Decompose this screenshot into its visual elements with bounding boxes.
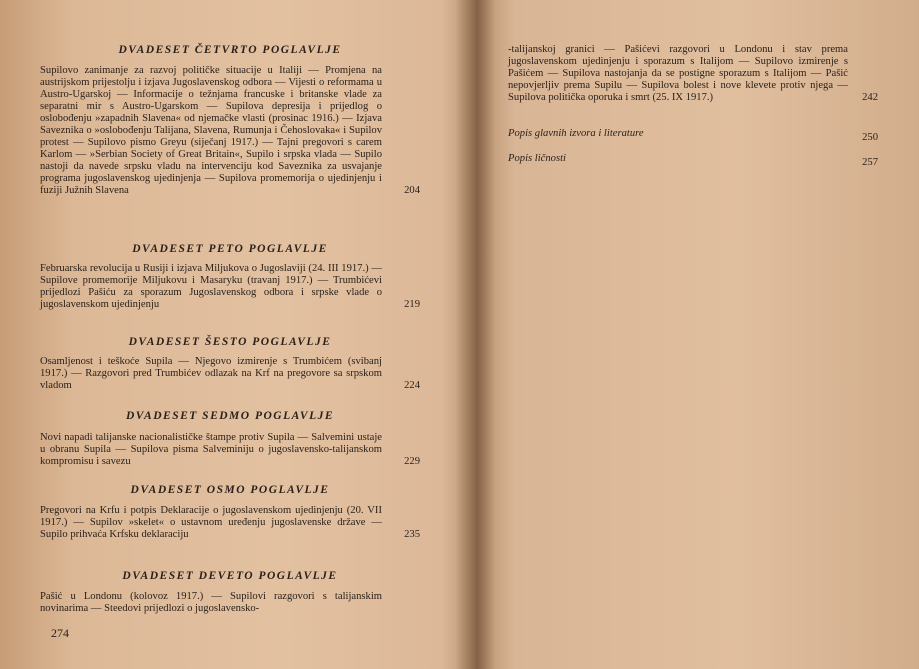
chapter-summary [40,432,420,468]
chapter-summary-text: Osamljenost i teškoće Supila — Njegovo izmirenje s Trumbićem (svibanj 1917.) — Razgovori pred Trumbićev odlazak na Krf na pregovore sa srpskom vladom [40,356,382,391]
left-page [40,0,420,669]
toc-entry-page: 250 [862,132,878,143]
chapter-24 [40,44,420,197]
chapter-29-continuation [508,44,878,104]
chapter-title: DVADESET ŠESTO POGLAVLJE [128,336,332,348]
chapter-27 [40,410,420,468]
chapter-summary [40,356,420,392]
chapter-title: DVADESET PETO POGLAVLJE [132,243,328,255]
continuation-text: -talijanskoj granici — Pašićevi razgovori u Londonu i stav prema jugoslavenskom ujedinjenju i sporazum s Italijom — Supilovo izmirenje s Pašićem — Supilova nastojanja da se postigne sporazum s Italijom — Pašić nepovjerljiv prema Supilu — Supilova bolest i nove klevete protiv njega — Supilova politička oporuka i smrt (25. IX 1917.) [508,44,848,103]
chapter-page-number: 219 [404,299,420,310]
chapter-25 [40,243,420,311]
chapter-summary-text: Februarska revolucija u Rusiji i izjava Miljukova o Jugoslaviji (24. III 1917.) — Supilove promemorije Miljukovu i Masaryku (travanj 1917.) — Trumbićevi prijedlozi Pašiću za sporazum Jugoslavenskog odbora i srpske vlade o jugoslavenskom ujedinjenju [40,263,382,310]
chapter-page-number: 224 [404,380,420,391]
chapter-28 [40,484,420,541]
book-gutter [455,0,495,669]
chapter-title: DVADESET ČETVRTO POGLAVLJE [118,44,342,56]
toc-entry-page: 257 [862,157,878,168]
chapter-title: DVADESET SEDMO POGLAVLJE [125,410,335,422]
right-page [508,0,878,669]
toc-entry-persons [508,153,878,168]
chapter-summary-text: Pregovori na Krfu i potpis Deklaracije o jugoslavenskom ujedinjenju (20. VII 1917.) — Supilov »skelet« o ustavnom uređenju jugoslavenske države — Supilo prihvaća Krfsku deklaraciju [40,505,382,540]
chapter-summary-text: Supilovo zanimanje za razvoj političke situacije u Italiji — Promjena na austrijskom prijestolju i izjava Jugoslavenskog odbora — Vijesti o reformama u Austro-Ugarskoj — Informacije o težnjama francuske i britanske vlade za separatni mir s Austro-Ugarskom — Supilova depresija i prijedlog o oslobođenju »zapadnih Slavena« od njemačke vlasti (prosinac 1916.) — Izjava Saveznika o »oslobođenju Talijana, Slavena, Rumunja i Čehoslovaka« i Supilov protest — Supilovo pismo Greyu (siječanj 1917.) — Tajni pregovori s carem Karlom — »Serbian Society of Great Britain«, Supilo i srpska vlada — Supilo nastoji da navede srpsku vladu na intervenciju kod Saveznika za usvajanje programa jugoslavenskog ujedinjenja — Supilova promemorija o ujedinjenju i fuziji Južnih Slavena [40,65,382,196]
chapter-page-number: 229 [404,456,420,467]
page-number: 274 [51,626,69,640]
chapter-summary [40,263,420,311]
chapter-title: DVADESET DEVETO POGLAVLJE [122,570,338,582]
chapter-summary [40,505,420,541]
toc-entry-label: Popis glavnih izvora i literature [508,128,644,139]
chapter-title: DVADESET OSMO POGLAVLJE [130,484,330,496]
chapter-summary [40,591,420,615]
chapter-page-number: 204 [404,185,420,196]
chapter-29 [40,570,420,615]
chapter-summary-text: Novi napadi talijanske nacionalističke štampe protiv Supila — Salvemini ustaje u obranu Supila — Supilova pisma Salveminiju o jugoslavensko-talijanskom kompromisu i savezu [40,432,382,467]
chapter-summary-text: Pašić u Londonu (kolovoz 1917.) — Supilovi razgovori s talijanskim novinarima — Steedovi prijedlozi o jugoslavensko- [40,591,382,614]
continuation-page-number: 242 [862,92,878,103]
toc-entry-label: Popis ličnosti [508,153,566,164]
chapter-summary [40,65,420,197]
chapter-26 [40,336,420,392]
chapter-page-number: 235 [404,529,420,540]
toc-entry-sources [508,128,878,143]
